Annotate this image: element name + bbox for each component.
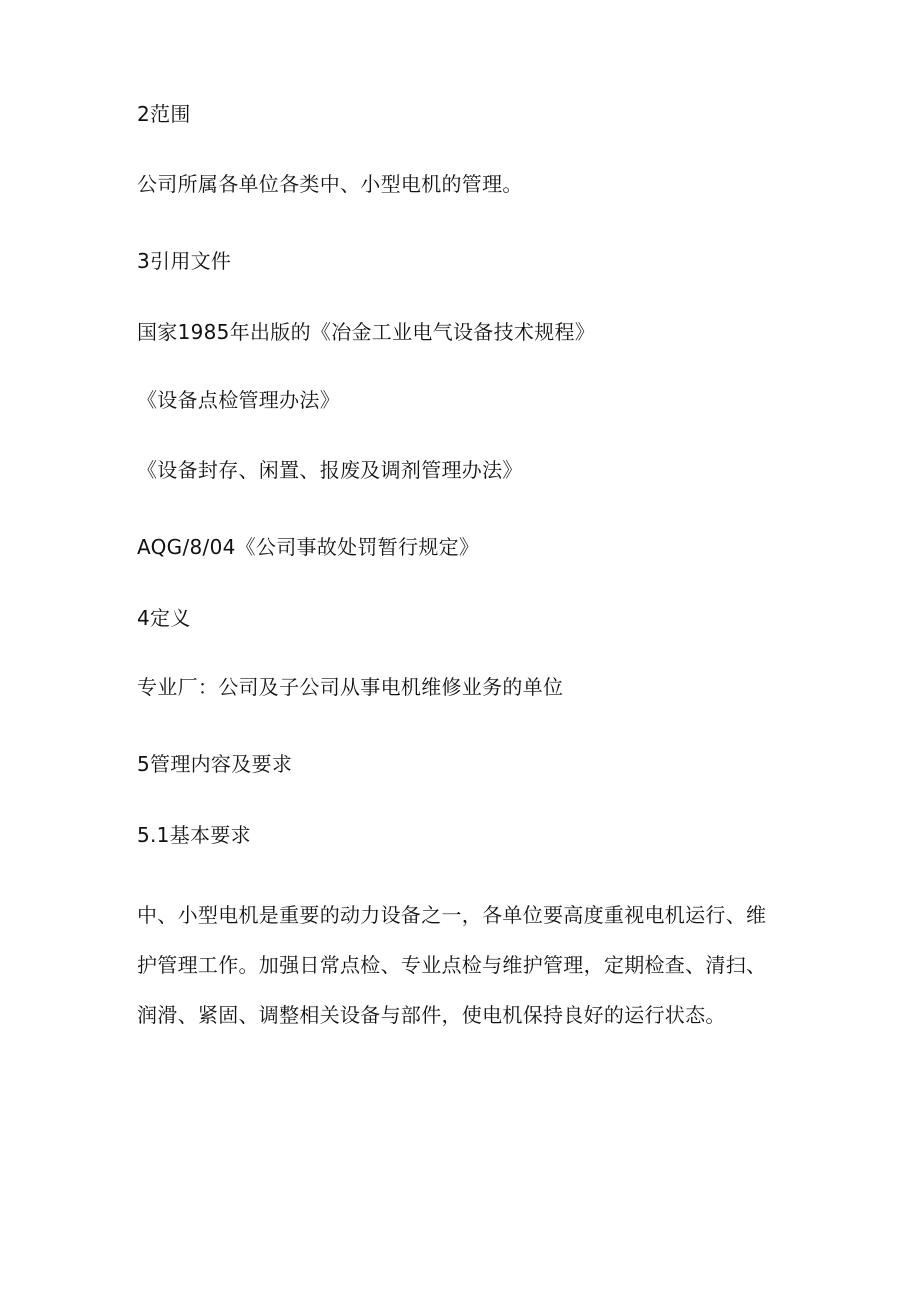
section-heading-scope: 2范围 [137,102,191,126]
section-heading-management: 5管理内容及要求 [137,752,293,776]
paragraph-line: 中、小型电机是重要的动力设备之一，各单位要高度重视电机运行、维 [137,903,767,927]
scope-text: 公司所属各单位各类中、小型电机的管理。 [137,172,523,196]
section-heading-references: 3引用文件 [137,249,232,273]
section-heading-definitions: 4定义 [137,606,191,630]
reference-item: AQG/8/04《公司事故处罚暂行规定》 [137,535,480,559]
paragraph-line: 润滑、紧固、调整相关设备与部件，使电机保持良好的运行状态。 [137,1003,726,1027]
reference-item: 《设备封存、闲置、报废及调剂管理办法》 [137,458,523,482]
basic-requirements-paragraph [137,890,787,1040]
subsection-heading-basic-requirements: 5.1基本要求 [137,823,251,847]
reference-item: 国家1985年出版的《冶金工业电气设备技术规程》 [137,320,596,344]
paragraph-line: 护管理工作。加强日常点检、专业点检与维护管理，定期检查、清扫、 [137,953,767,977]
definition-text: 专业厂：公司及子公司从事电机维修业务的单位 [137,675,564,699]
reference-item: 《设备点检管理办法》 [137,388,340,412]
